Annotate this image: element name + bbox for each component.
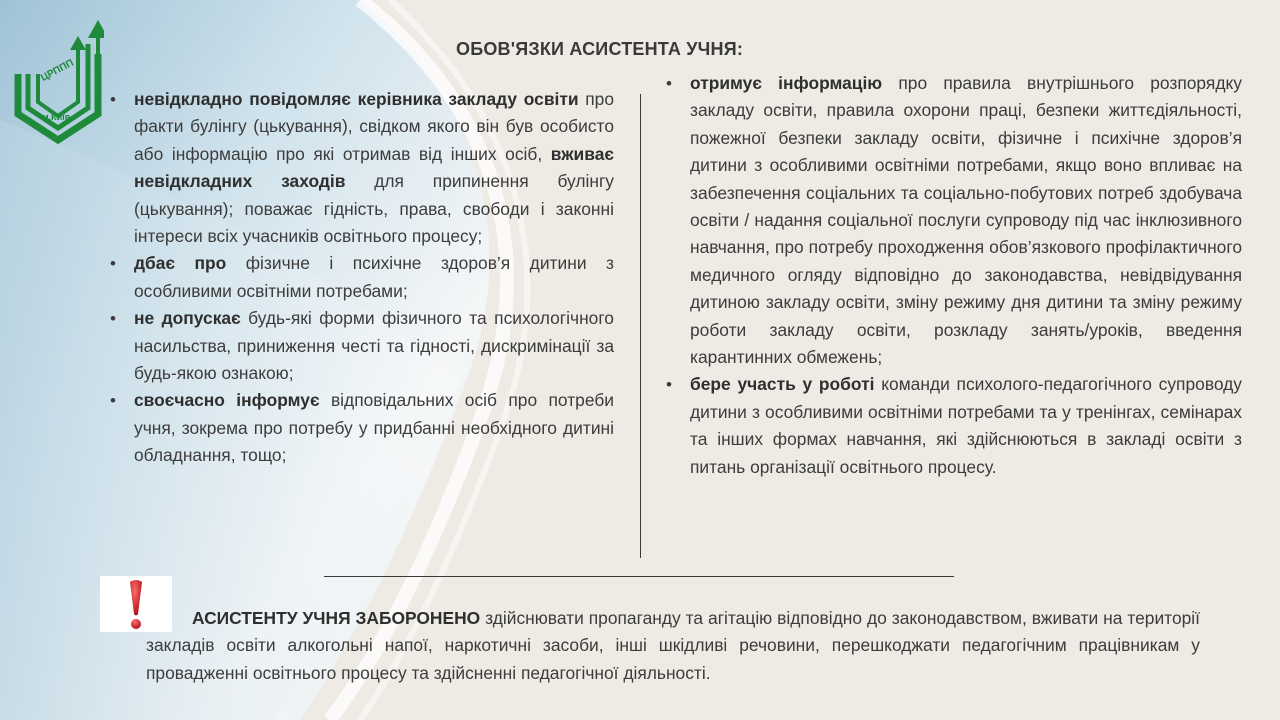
list-item: • бере участь у роботі команди психолого-педагогічного супроводу дитини з особливими освітніми потребами та у тренінгах, семінарах та інших формах навчання, які здійснюються в закладі освіти з питань організації освітнього процесу. xyxy=(662,371,1242,481)
section-divider xyxy=(324,576,954,577)
prohibition-paragraph: АСИСТЕНТУ УЧНЯ ЗАБОРОНЕНО здійснювати пропаганду та агітацію відповідно до законодавством, вживати на території закладів освіти алкогольні напої, наркотичні засоби, інші шкідливі речовини, перешкоджати педагогічним працівникам у провадженні освітнього процесу та здійсненні педагогічної діяльності. xyxy=(146,608,1200,683)
list-item: • невідкладно повідомляє керівника закладу освіти про факти булінгу (цькування), свідком якого він був особисто або інформацію про які отримав від інших осіб, вживає невідкладних заходів для припинення булінгу (цькування); поважає гідність, права, свободи і законні інтереси всіх учасників освітнього процесу; xyxy=(106,86,614,250)
organization-logo xyxy=(8,14,104,144)
list-item: • отримує інформацію про правила внутрішнього розпорядку закладу освіти, правила охорони праці, безпеки життєдіяльності, пожежної безпеки закладу освіти, фізичне і психічне здоров’я дитини з особливими освітніми потребами, якщо воно впливає на забезпечення соціальних та соціально-побутових потреб здобувача освіти / надання соціальної послуги супроводу під час інклюзивного навчання, про потребу проходження обов’язкового профілактичного медичного огляду відповідно до законодавства, невідвідування дитиною закладу освіти, зміну режиму дня дитини та зміну режиму роботи закладу освіти, розкладу занять/уроків, введення карантинних обмежень; xyxy=(662,70,1242,371)
column-divider xyxy=(640,94,641,558)
logo-city: м.Київ xyxy=(42,112,71,122)
right-duties-list xyxy=(662,70,1242,481)
page-title: ОБОВ'ЯЗКИ АСИСТЕНТА УЧНЯ: xyxy=(456,39,744,59)
list-item: • своєчасно інформує відповідальних осіб про потреби учня, зокрема про потребу у придбанні необхідного дитині обладнання, тощо; xyxy=(106,387,614,469)
list-item: • дбає про фізичне і психічне здоров’я дитини з особливими освітніми потребами; xyxy=(106,250,614,305)
logo-abbr: ЦРППП xyxy=(39,57,76,84)
list-item: • не допускає будь-які форми фізичного та психологічного насильства, приниження честі та гідності, дискримінації за будь-якою ознакою; xyxy=(106,305,614,387)
left-duties-list xyxy=(106,86,614,470)
